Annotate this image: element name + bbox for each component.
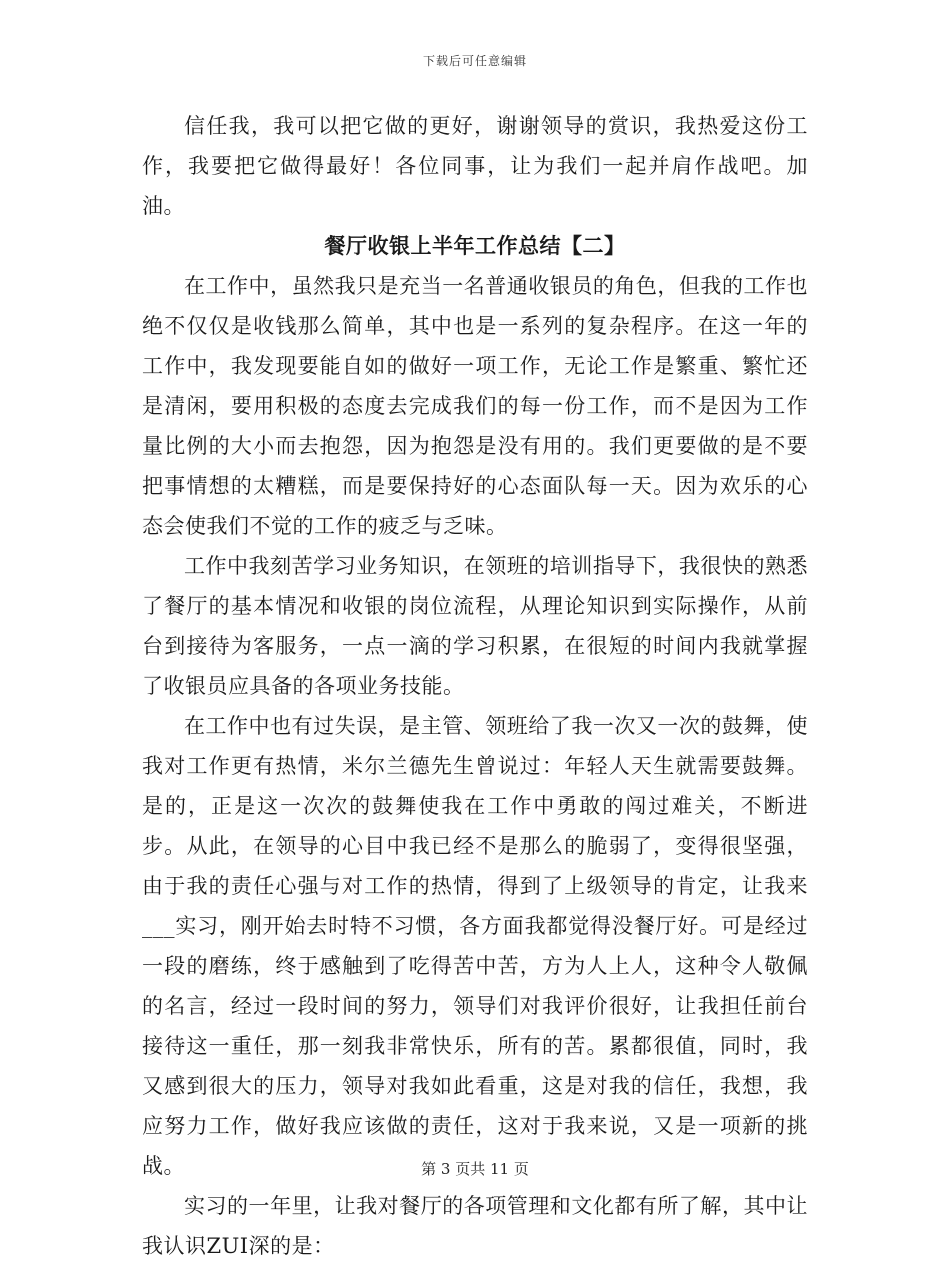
section-title: 餐厅收银上半年工作总结【二】 <box>324 233 626 258</box>
page-number: 第 3 页共 11 页 <box>421 1160 529 1178</box>
body-paragraph-2: 工作中我刻苦学习业务知识，在领班的培训指导下，我很快的熟悉了餐厅的基本情况和收银的岗位流程，从理论知识到实际操作，从前台到接待为客服务，一点一滴的学习积累，在很短的时间内我就掌握了收银员应具备的各项业务技能。 <box>142 554 808 698</box>
document-body <box>142 106 808 1266</box>
body-paragraph-3: 在工作中也有过失误，是主管、领班给了我一次又一次的鼓舞，使我对工作更有热情，米尔兰德先生曾说过：年轻人天生就需要鼓舞。是的，正是这一次次的鼓舞使我在工作中勇敢的闯过难关，不断进步。从此，在领导的心目中我已经不是那么的脆弱了，变得很坚强，由于我的责任心强与对工作的热情，得到了上级领导的肯定，让我来___实习，刚开始去时特不习惯，各方面我都觉得没餐厅好。可是经过一段的磨练，终于感触到了吃得苦中苦，方为人上人，这种令人敬佩的名言，经过一段时间的努力，领导们对我评价很好，让我担任前台接待这一重任，那一刻我非常快乐，所有的苦。累都很值，同时，我又感到很大的压力，领导对我如此看重，这是对我的信任，我想，我应努力工作，做好我应该做的责任，这对于我来说，又是一项新的挑战。 <box>142 714 808 1178</box>
body-paragraph-1: 在工作中，虽然我只是充当一名普通收银员的角色，但我的工作也绝不仅仅是收钱那么简单，其中也是一系列的复杂程序。在这一年的工作中，我发现要能自如的做好一项工作，无论工作是繁重、繁忙还是清闲，要用积极的态度去完成我们的每一份工作，而不是因为工作量比例的大小而去抱怨，因为抱怨是没有用的。我们更要做的是不要把事情想的太糟糕，而是要保持好的心态面队每一天。因为欢乐的心态会使我们不觉的工作的疲乏与乏味。 <box>142 274 808 538</box>
intro-paragraph: 信任我，我可以把它做的更好，谢谢领导的赏识，我热爱这份工作，我要把它做得最好！各位同事，让为我们一起并肩作战吧。加油。 <box>142 114 808 218</box>
body-paragraph-4: 实习的一年里，让我对餐厅的各项管理和文化都有所了解，其中让我认识ZUI深的是： <box>142 1194 808 1258</box>
page-header: 下载后可任意编辑 <box>422 54 527 68</box>
